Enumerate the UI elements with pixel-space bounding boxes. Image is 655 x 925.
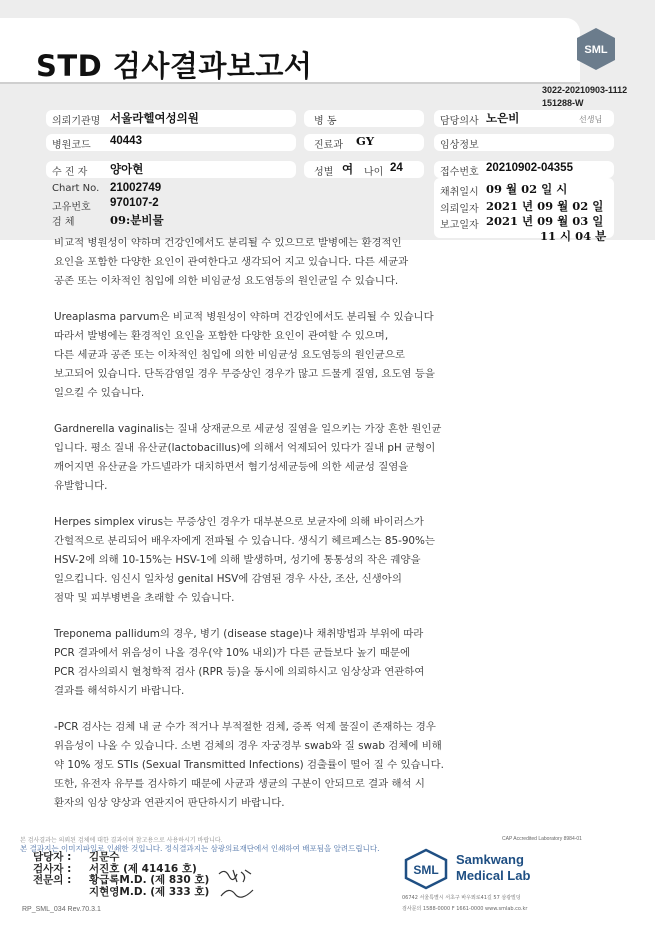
logo-text: SML — [584, 44, 608, 56]
title-bar — [0, 18, 580, 84]
paragraph: -PCR 검사는 검체 내 균 수가 적거나 부적절한 검체, 증폭 억제 물질이 존재하는 경우 위음성이 나올 수 있습니다. 소변 검체의 경우 자궁경부 swab와 질 swab 검체에 비해 약 10% 정도 STIs (Sexual Transmitted Infections) 검출률이 떨어 질 수 있습니다. 또한, 유전자 유무를 검사하기 때문에 사균과 생균의 구분이 안되므로 결과 해석 시 환자의 임상 양상과 연관지어 판단하시기 바랍니다. — [54, 721, 444, 809]
report-time: 11 시 04 분 — [540, 229, 607, 243]
hospital-code-value: 40443 — [110, 135, 142, 147]
age-label: 나이 — [364, 167, 384, 178]
result-interpretation — [54, 237, 514, 830]
chart-label: Chart No. — [52, 183, 100, 194]
specimen-label: 검 체 — [52, 217, 75, 228]
footer-notice: 본 결과지는 이미지파일로 인쇄한 것입니다. 정식결과지는 삼광의료재단에서 인쇄하여 배포됨을 알려드립니다. — [20, 844, 380, 853]
institution-label: 의뢰기관명 — [52, 116, 101, 127]
doctor-label: 담당의사 — [440, 116, 479, 127]
paragraph: Treponema pallidum의 경우, 병기 (disease stage)나 채취방법과 부위에 따라 PCR 결과에서 위음성이 나올 경우(약 10% 내외)가 다른 균들보다 높기 때문에 PCR 검사의뢰시 혈청학적 검사 (RPR 등)을 동시에 의뢰하시고 임상상과 연관하여 결과를 해석하시기 바랍니다. — [54, 628, 425, 697]
footer-note: 본 검사결과는 의뢰된 검체에 대한 결과이며 참고용으로 사용하시기 바랍니다. — [20, 837, 223, 844]
unique-value: 970107-2 — [110, 197, 159, 209]
report-label: 보고일자 — [440, 220, 479, 231]
report-header — [0, 0, 655, 243]
dept-field — [304, 134, 424, 151]
doctor-field — [434, 110, 614, 127]
patient-label: 수 진 자 — [52, 167, 88, 178]
svg-text:SML: SML — [413, 863, 439, 877]
hospital-code-label: 병원코드 — [52, 140, 91, 151]
institution-field — [46, 110, 296, 127]
collect-label: 채취일시 — [440, 187, 479, 198]
receipt-label: 접수번호 — [440, 167, 479, 178]
clinical-field — [434, 134, 614, 151]
clinical-label: 임상정보 — [440, 140, 479, 151]
sml-brand-logo-icon — [402, 848, 450, 890]
ward-field — [304, 110, 424, 127]
request-value: 2021 년 09 월 02 일 — [486, 199, 604, 213]
document-number: 3022-20210903-1112 151288-W — [542, 85, 628, 108]
paragraph: Ureaplasma parvum은 비교적 병원성이 약하며 건강인에서도 분리될 수 있습니다 따라서 발병에는 환경적인 요인을 포함한 다양한 요인이 관여할 수 있으며, 다른 세균과 공존 또는 이차적인 침입에 의한 비임균성 요도염등의 원인균으로 보고되어 있습니다. 단독감염일 경우 무증상인 경우가 많고 드물게 질염, 요도염 등을 일으킬 수 있습니다. — [54, 311, 435, 399]
collect-value: 09 월 02 일 시 — [486, 182, 568, 196]
age-value: 24 — [390, 162, 403, 174]
hospital-code-field — [46, 134, 296, 151]
dept-label: 진료과 — [314, 140, 343, 151]
patient-value: 양아현 — [110, 162, 144, 176]
sig-row: 지현영M.D. (제 333 호) — [89, 885, 210, 898]
report-title: STD 검사결과보고서 — [36, 49, 313, 83]
brand-name: Samkwang Medical Lab — [456, 852, 531, 883]
doctor-suffix: 선생님 — [579, 115, 603, 124]
ward-label: 병 동 — [314, 116, 337, 127]
unique-label: 고유번호 — [52, 202, 91, 213]
sex-label: 성별 — [314, 167, 334, 178]
form-code: RP_SML_034 Rev.70.3.1 — [22, 906, 101, 913]
signature-block — [33, 852, 209, 898]
request-label: 의뢰일자 — [440, 204, 479, 215]
lab-address: 06742 서울특별시 서초구 바우뫼로41길 57 삼광빌딩 검사문의 1588-0000 F 1661-0000 www.smlab.co.kr — [402, 895, 528, 912]
handwritten-signature-icon — [215, 866, 257, 906]
sex-age-field — [304, 161, 424, 178]
sig-row: 검사자 : 서진호 (제 41416 호) — [33, 862, 197, 875]
institution-value: 서울라헬여성의원 — [110, 111, 199, 125]
report-value: 2021 년 09 월 03 일 — [486, 214, 604, 228]
paragraph: Herpes simplex virus는 무증상인 경우가 대부분으로 보균자에 의해 바이러스가 간헐적으로 분리되어 배우자에게 전파될 수 있습니다. 생식기 헤르페스는 85-90%는 HSV-2에 의해 10-15%는 HSV-1에 의해 발생하며, 성기에 통통성의 작은 궤양을 일으킵니다. 임신시 일차성 genital HSV에 감염된 경우 사산, 조산, 신생아의 점막 및 피부병변을 초래할 수 있습니다. — [54, 516, 435, 604]
paragraph: Gardnerella vaginalis는 질내 상재균으로 세균성 질염을 일으키는 가장 흔한 원인균 입니다. 평소 질내 유산균(lactobacillus)에 의해서 억제되어 있다가 질내 pH 균형이 깨어지면 유산균을 가드넬라가 대치하면서 혐기성세균등에 의한 세균성 질염을 유발합니다. — [54, 423, 442, 492]
doctor-value: 노은비 — [486, 111, 520, 125]
patient-field — [46, 161, 296, 178]
specimen-value: 09:분비물 — [110, 213, 164, 227]
sml-logo-icon — [574, 26, 618, 72]
receipt-field — [434, 161, 614, 178]
dept-value: GY — [356, 134, 375, 148]
sex-value: 여 — [342, 162, 354, 176]
sig-row: 담당자 : 김문수 — [33, 851, 120, 863]
receipt-value: 20210902-04355 — [486, 162, 573, 174]
sig-row: 전문의 : 황급록M.D. (제 830 호) — [33, 874, 210, 886]
chart-value: 21002749 — [110, 182, 162, 194]
paragraph: 비교적 병원성이 약하며 건강인에서도 분리될 수 있으므로 발병에는 환경적인 요인을 포함한 다양한 요인이 관여한다고 생각되어 지고 있습니다. 다른 세균과 공존 또는 이차적인 침입에 의한 비임균성 요도염등의 원인균일 수 있습니다. — [54, 237, 409, 287]
cap-accreditation: CAP Accredited Laboratory 8984-01 — [502, 836, 582, 842]
